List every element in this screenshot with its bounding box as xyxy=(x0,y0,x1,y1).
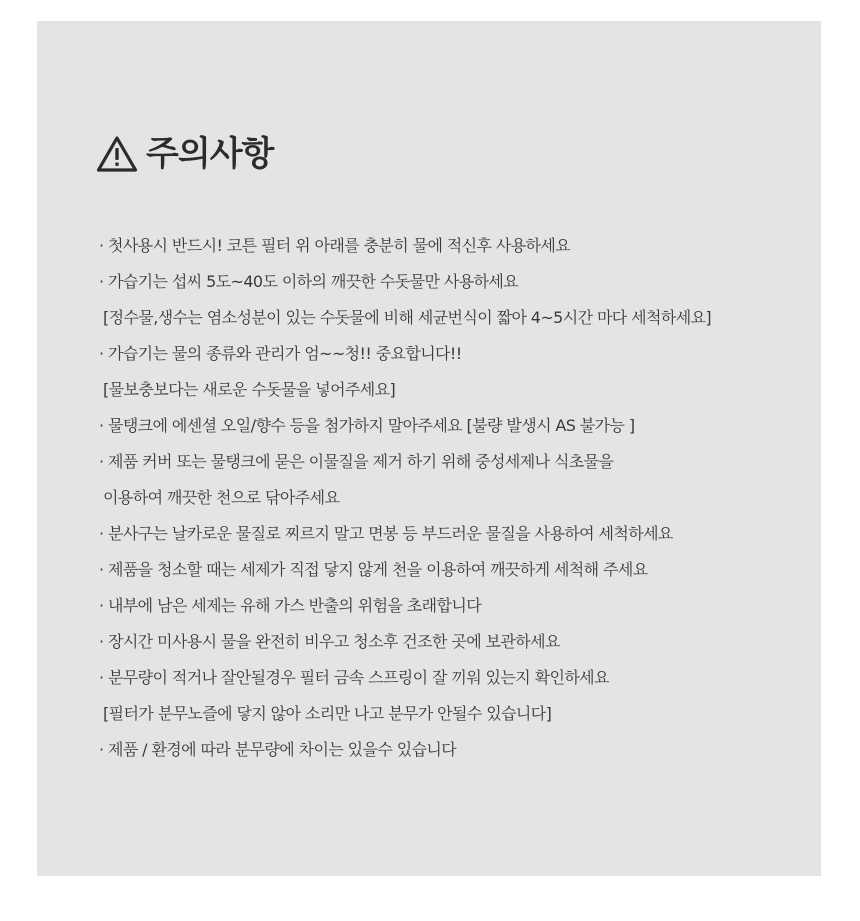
caution-item: · 물탱크에 에센셜 오일/향수 등을 첨가하지 말아주세요 [불량 발생시 AS 불가능 ] xyxy=(99,416,635,435)
caution-item-continuation: 이용하여 깨끗한 천으로 닦아주세요 xyxy=(103,488,340,507)
caution-item: · 분사구는 날카로운 물질로 찌르지 말고 면봉 등 부드러운 물질을 사용하여 세척하세요 xyxy=(99,524,673,543)
caution-item-detail: [물보충보다는 새로운 수돗물을 넣어주세요] xyxy=(103,380,396,399)
caution-item-detail: [필터가 분무노즐에 닿지 않아 소리만 나고 분무가 안될수 있습니다] xyxy=(103,704,552,723)
caution-panel xyxy=(37,21,821,876)
caution-item: · 가습기는 섭씨 5도~40도 이하의 깨끗한 수돗물만 사용하세요 xyxy=(99,272,519,291)
caution-item: · 제품을 청소할 때는 세제가 직접 닿지 않게 천을 이용하여 깨끗하게 세척해 주세요 xyxy=(99,560,648,579)
caution-heading xyxy=(96,131,273,177)
caution-list xyxy=(99,228,811,768)
caution-item: · 첫사용시 반드시! 코튼 필터 위 아래를 충분히 물에 적신후 사용하세요 xyxy=(99,236,571,255)
page-title: 주의사항 xyxy=(146,134,274,174)
warning-triangle-icon xyxy=(96,135,138,173)
caution-item: · 분무량이 적거나 잘안될경우 필터 금속 스프링이 잘 끼워 있는지 확인하세요 xyxy=(99,668,609,687)
caution-item: · 장시간 미사용시 물을 완전히 비우고 청소후 건조한 곳에 보관하세요 xyxy=(99,632,560,651)
caution-item: · 내부에 남은 세제는 유해 가스 반출의 위험을 초래합니다 xyxy=(99,596,482,615)
caution-item: · 제품 / 환경에 따라 분무량에 차이는 있을수 있습니다 xyxy=(99,740,457,759)
caution-item-detail: [정수물,생수는 염소성분이 있는 수돗물에 비해 세균번식이 짧아 4~5시간 마다 세척하세요] xyxy=(103,308,712,327)
caution-item: · 제품 커버 또는 물탱크에 묻은 이물질을 제거 하기 위해 중성세제나 식초물을 xyxy=(99,452,614,471)
caution-item: · 가습기는 물의 종류와 관리가 엄~~청!! 중요합니다!! xyxy=(99,344,462,363)
